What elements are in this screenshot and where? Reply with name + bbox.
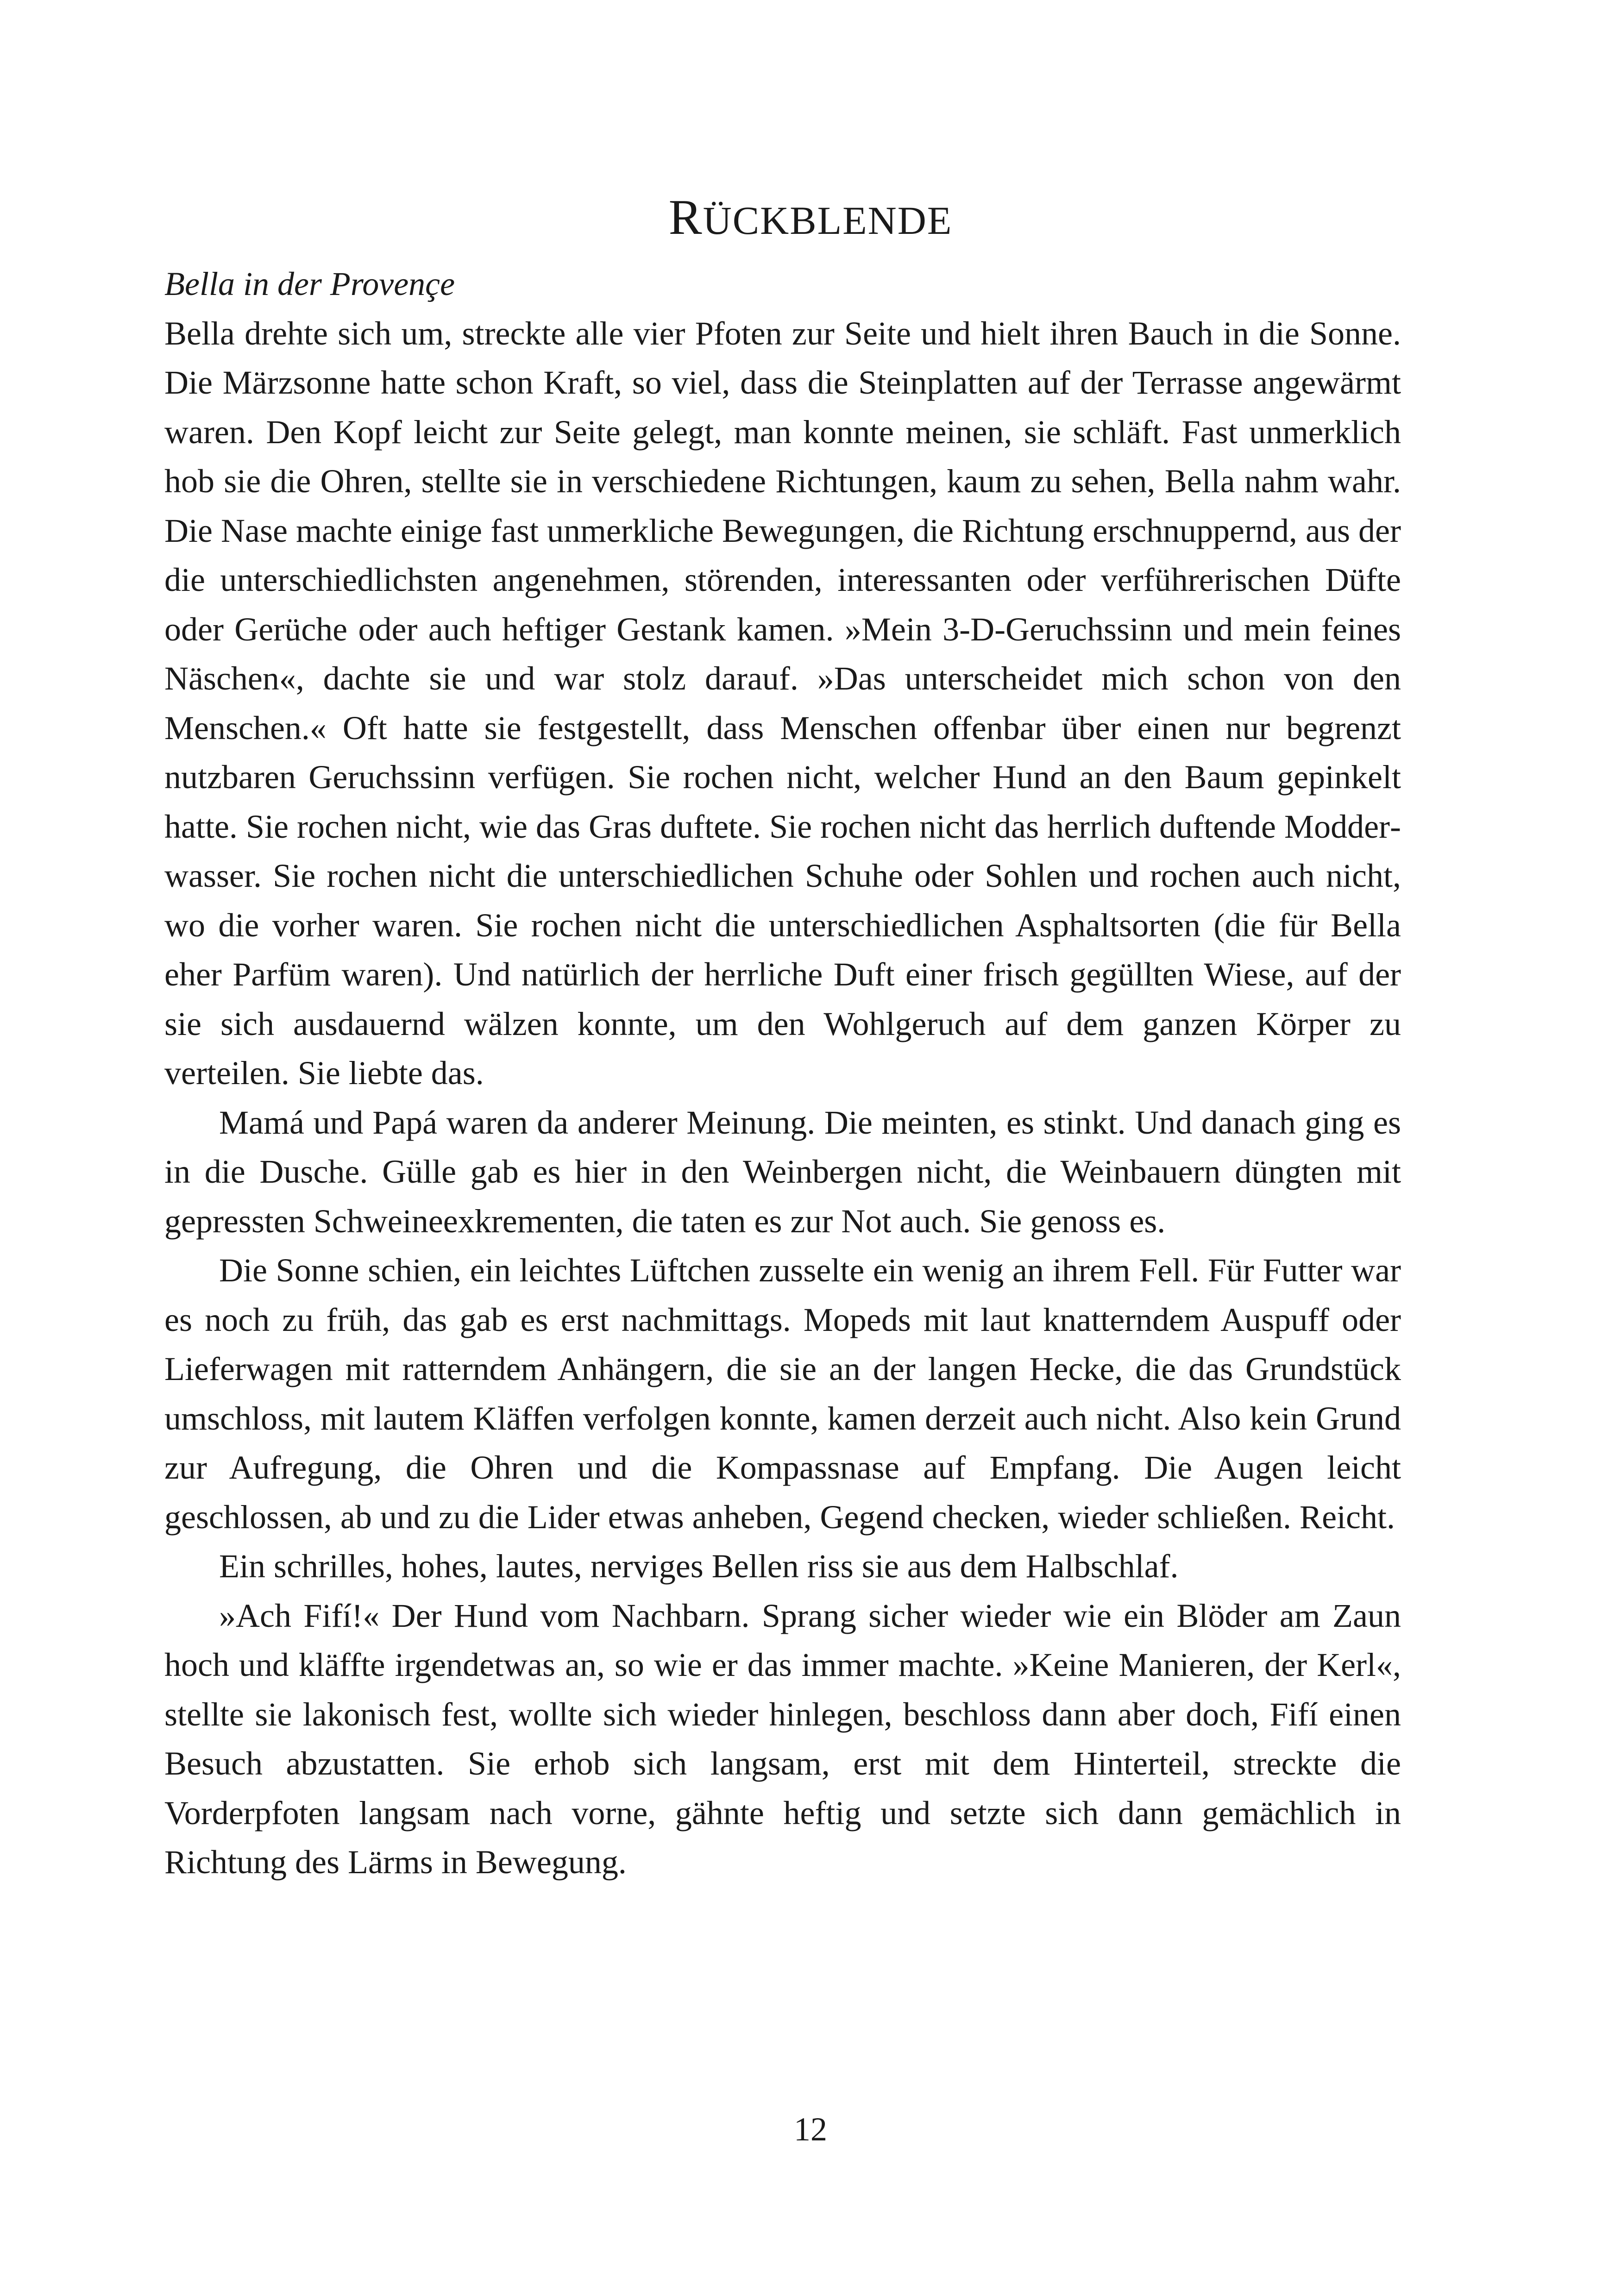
paragraph: Die Sonne schien, ein leichtes Lüftchen zusselte ein wenig an ihrem Fell. Für Futter war es noch zu früh, das gab es erst nachmittags. Mopeds mit laut knatterndem Auspuff oder Lieferwagen mit ratterndem Anhängern, die sie an der langen Hecke, die das Grundstück umschloss, mit lautem Kläffen verfolgen konnte, kamen derzeit auch nicht. Also kein Grund zur Aufregung, die Ohren und die Kompassnase auf Empfang. Die Augen leicht geschlossen, ab und zu die Lider etwas anheben, Gegend checken, wieder schließen. Reicht. [164, 1252, 1401, 1536]
section-subtitle: Bella in der Provençe [164, 265, 455, 302]
body-text [164, 259, 1401, 1887]
page-number: 12 [794, 2111, 827, 2148]
chapter-title-initial: R [668, 190, 703, 245]
paragraph: Mamá und Papá waren da anderer Meinung. Die meinten, es stinkt. Und danach ging es in die Dusche. Gülle gab es hier in den Weinbergen nicht, die Weinbauern düngten mit gepressten Schweineexkrementen, die taten es zur Not auch. Sie genoss es. [164, 1104, 1401, 1240]
chapter-title [0, 185, 1621, 253]
paragraph: »Ach Fifí!« Der Hund vom Nachbarn. Sprang sicher wieder wie ein Blöder am Zaun hoch und kläffte irgendetwas an, so wie er das immer machte. »Keine Manieren, der Kerl«, stellte sie lakonisch fest, wollte sich wieder hinlegen, beschloss dann aber doch, Fifí einen Besuch abzustatten. Sie erhob sich langsam, erst mit dem Hinterteil, streckte die Vorderpfoten langsam nach vorne, gähnte heftig und setzte sich dann gemächlich in Richtung des Lärms in Bewegung. [164, 1597, 1401, 1881]
paragraph: Ein schrilles, hohes, lautes, nerviges Bellen riss sie aus dem Halbschlaf. [219, 1548, 1179, 1585]
chapter-title-smallcaps: ÜCKBLENDE [703, 198, 953, 243]
paragraph: Bella drehte sich um, streckte alle vier Pfoten zur Seite und hielt ihren Bauch in die Sonne. Die Märzsonne hatte schon Kraft, so viel, dass die Steinplatten auf der Terrasse angewärmt waren. Den Kopf leicht zur Seite gelegt, man konnte meinen, sie schläft. Fast unmerklich hob sie die Ohren, stellte sie in verschiedene Richtungen, kaum zu sehen, Bella nahm wahr. Die Nase machte einige fast unmerkliche Bewegungen, die Richtung erschnuppernd, aus der die unterschiedlichsten angenehmen, störenden, interessanten oder verführerischen Düfte oder Gerüche oder auch heftiger Gestank kamen. »Mein 3-D-Geruchssinn und mein feines Näschen«, dachte sie und war stolz darauf. »Das unterscheidet mich schon von den Menschen.« Oft hatte sie festgestellt, dass Menschen offenbar über einen nur begrenzt nutzbaren Geruchssinn verfügen. Sie rochen nicht, welcher Hund an den Baum gepinkelt hatte. Sie rochen nicht, wie das Gras duftete. Sie rochen nicht das herrlich duftende Modderwasser. Sie rochen nicht die unterschiedlichen Schuhe oder Sohlen und rochen auch nicht, wo die vorher waren. Sie rochen nicht die unterschiedlichen Asphaltsorten (die für Bella eher Parfüm waren). Und natürlich der herrliche Duft einer frisch gegüllten Wiese, auf der sie sich ausdauernd wälzen konnte, um den Wohlgeruch auf dem ganzen Körper zu verteilen. Sie liebte das. [164, 314, 1401, 1092]
